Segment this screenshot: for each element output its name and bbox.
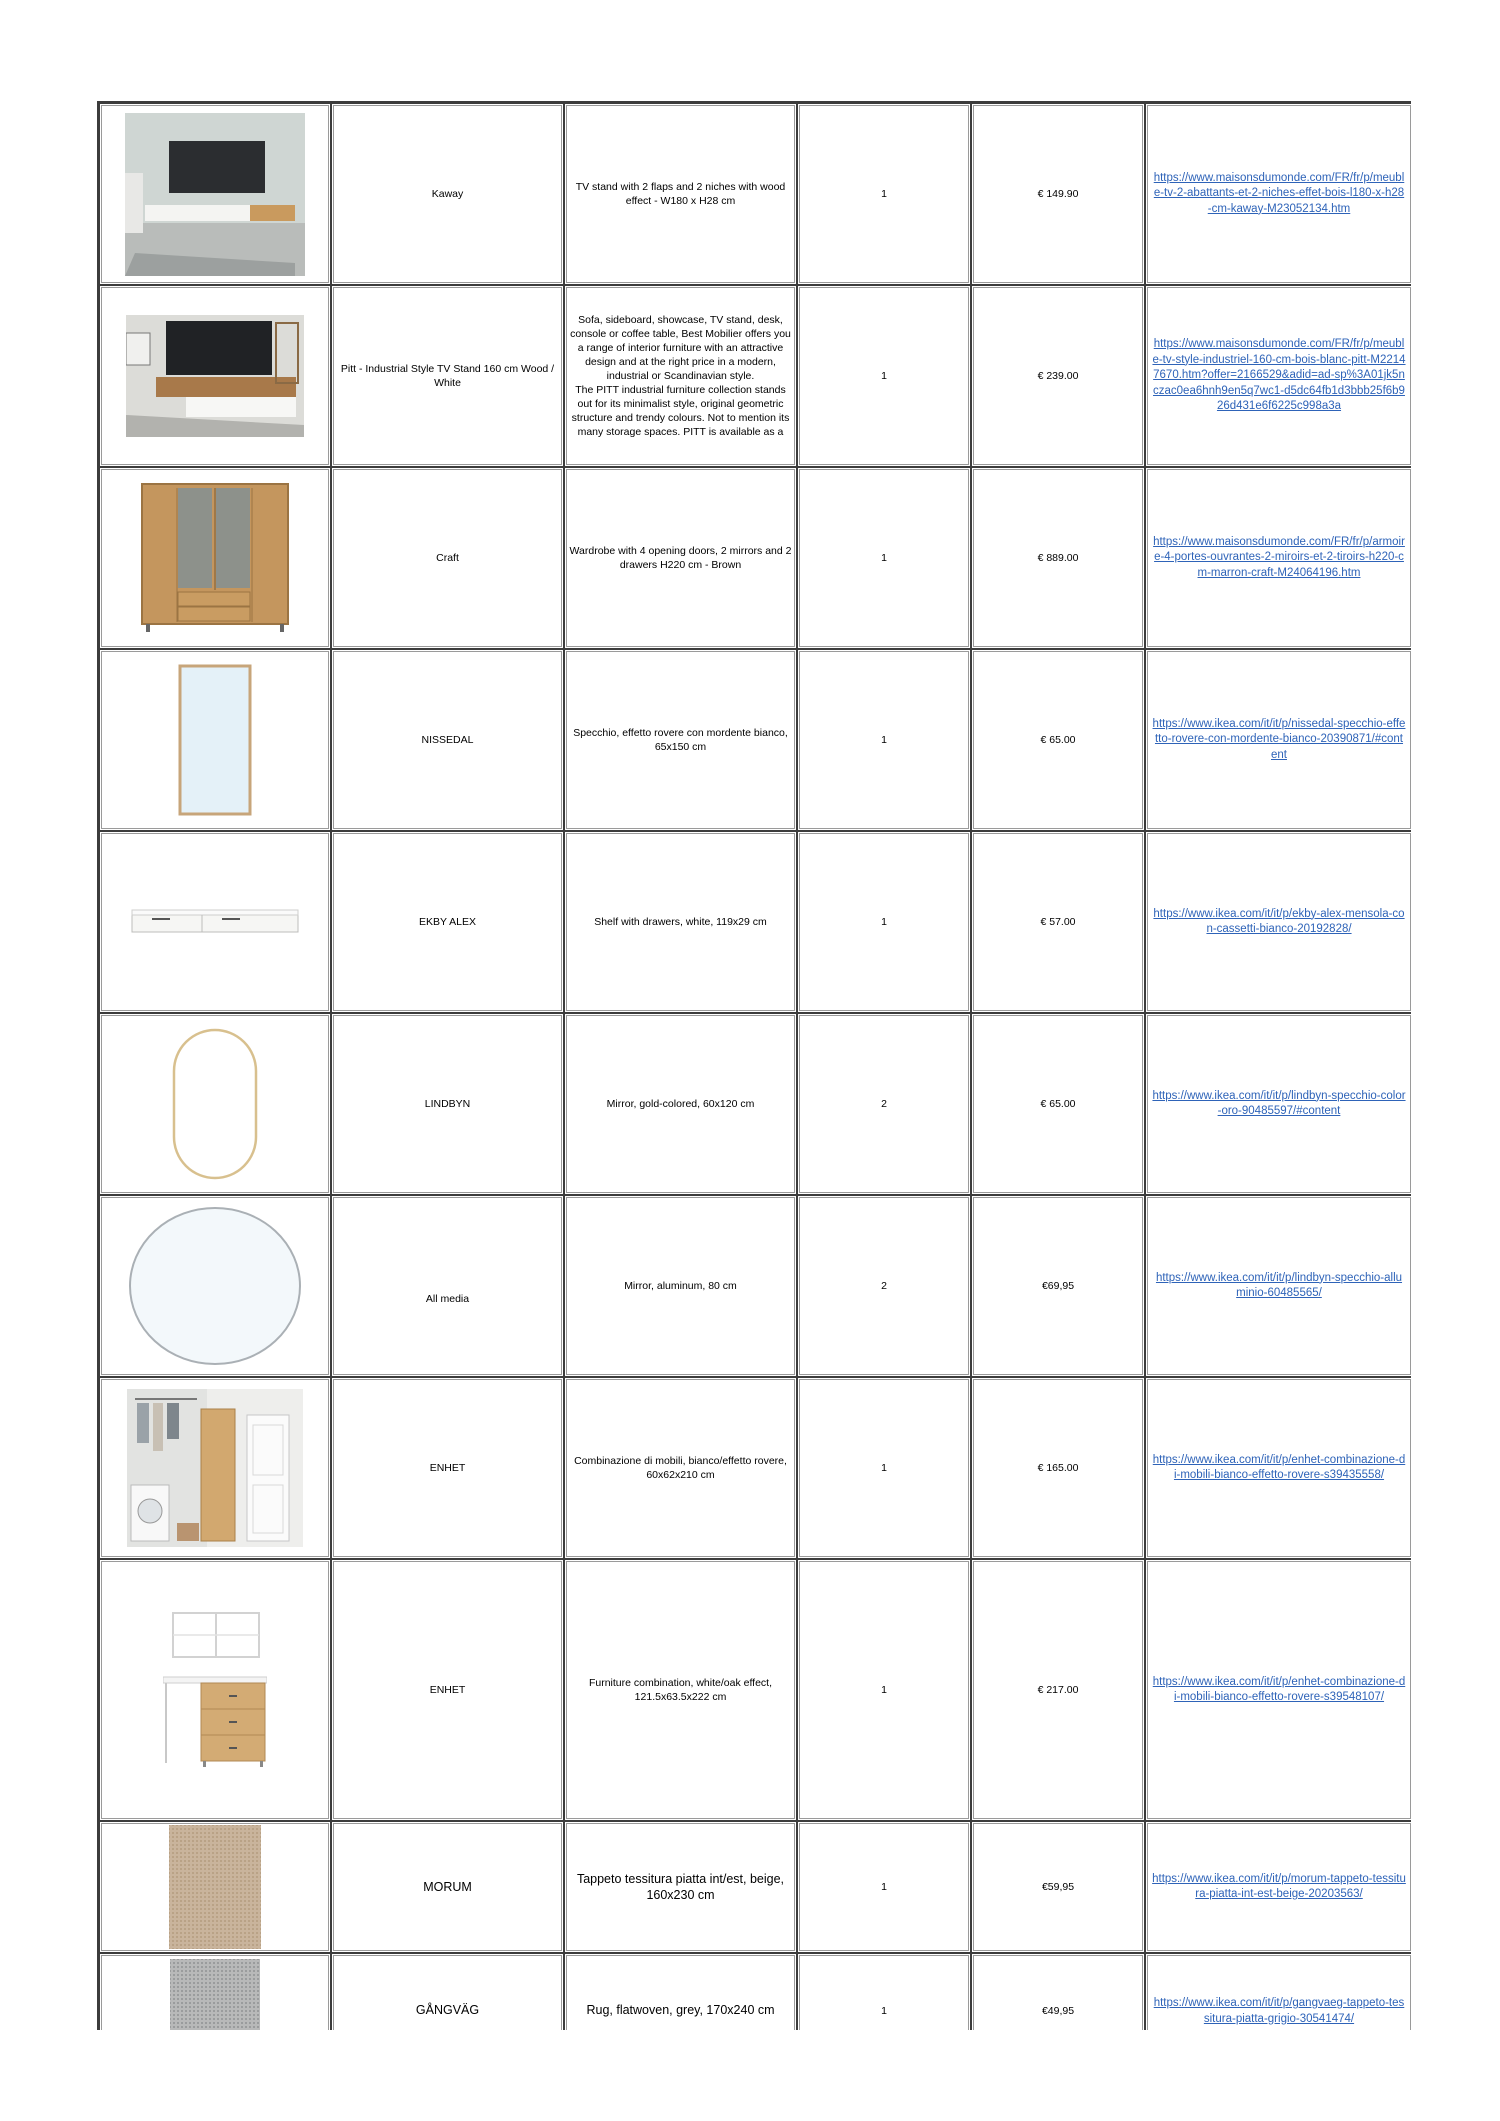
product-link[interactable]: https://www.maisonsdumonde.com/FR/fr/p/meuble-tv-style-industriel-160-cm-bois-blanc-pitt-M22147670.htm?offer=2166529&adid=ad-sp%3A01jk5nczac0ea6hnh9en5q7wc1-d5dc64fb1d3bbb25f6b926d431e6f6225c998a3a [1152,338,1406,413]
product-price: € 65.00 [971,649,1145,831]
product-description: Rug, flatwoven, grey, 170x240 cm [564,1953,797,2030]
beige-rug-photo-icon [168,1824,262,1950]
product-price: € 239.00 [971,285,1145,467]
table-row [99,285,1411,467]
product-link[interactable]: https://www.ikea.com/it/it/p/enhet-combinazione-di-mobili-bianco-effetto-rovere-s39548107/ [1152,1675,1406,1703]
wall-shelf-photo-icon [130,908,300,936]
table-row [99,831,1411,1013]
rectangular-mirror-photo-icon [178,664,252,816]
product-image-cell [99,649,331,831]
product-quantity: 1 [797,1377,971,1559]
product-image-cell [99,1195,331,1377]
oval-mirror-photo-icon [171,1027,259,1181]
product-name: MORUM [331,1821,564,1953]
product-description: Shelf with drawers, white, 119x29 cm [564,831,797,1013]
product-price: € 149.90 [971,103,1145,285]
table-row [99,1377,1411,1559]
wardrobe-photo-icon [140,482,290,634]
product-link[interactable]: https://www.ikea.com/it/it/p/enhet-combinazione-di-mobili-bianco-effetto-rovere-s39435558/ [1152,1453,1406,1481]
table-row [99,1195,1411,1377]
product-name: LINDBYN [331,1013,564,1195]
product-quantity: 1 [797,649,971,831]
product-description: Furniture combination, white/oak effect, 121.5x63.5x222 cm [564,1559,797,1821]
laundry-cabinet-photo-icon [127,1389,303,1547]
product-quantity: 2 [797,1195,971,1377]
product-quantity: 1 [797,1953,971,2030]
product-name: GÅNGVÄG [331,1953,564,2030]
product-link[interactable]: https://www.ikea.com/it/it/p/lindbyn-specchio-color-oro-90485597/#content [1152,1089,1406,1117]
product-image-cell [99,285,331,467]
product-price: €69,95 [971,1195,1145,1377]
product-image-cell [99,1559,331,1821]
table-row [99,1953,1411,2030]
product-description: Wardrobe with 4 opening doors, 2 mirrors and 2 drawers H220 cm - Brown [564,467,797,649]
product-image-cell [99,831,331,1013]
product-price: €59,95 [971,1821,1145,1953]
product-name: Pitt - Industrial Style TV Stand 160 cm Wood / White [331,285,564,467]
product-quantity: 1 [797,1821,971,1953]
product-price: € 57.00 [971,831,1145,1013]
product-quantity: 1 [797,103,971,285]
tv-stand-photo-icon [125,113,305,276]
product-image-cell [99,467,331,649]
product-link[interactable]: https://www.maisonsdumonde.com/FR/fr/p/meuble-tv-2-abattants-et-2-niches-effet-bois-l180-x-h28-cm-kaway-M23052134.htm [1153,171,1405,215]
product-name: EKBY ALEX [331,831,564,1013]
table-row [99,1821,1411,1953]
furniture-combination-photo-icon [163,1611,267,1769]
product-description: Specchio, effetto rovere con mordente bianco, 65x150 cm [564,649,797,831]
product-name: Craft [331,467,564,649]
product-price: € 165.00 [971,1377,1145,1559]
table-row [99,1559,1411,1821]
table-row [99,467,1411,649]
product-image-cell [99,1377,331,1559]
product-image-cell [99,1953,331,2030]
product-price: € 65.00 [971,1013,1145,1195]
product-description: Mirror, gold-colored, 60x120 cm [564,1013,797,1195]
product-quantity: 1 [797,1559,971,1821]
product-link[interactable]: https://www.ikea.com/it/it/p/nissedal-specchio-effetto-rovere-con-mordente-bianco-20390871/#content [1152,717,1406,761]
product-description: Mirror, aluminum, 80 cm [564,1195,797,1377]
table-row [99,103,1411,285]
product-link[interactable]: https://www.ikea.com/it/it/p/lindbyn-specchio-alluminio-60485565/ [1155,1271,1403,1299]
product-image-cell [99,1013,331,1195]
product-description: TV stand with 2 flaps and 2 niches with wood effect - W180 x H28 cm [564,103,797,285]
product-image-cell [99,1821,331,1953]
tv-stand-industrial-photo-icon [126,315,304,437]
product-quantity: 1 [797,285,971,467]
product-name: ENHET [331,1559,564,1821]
product-description: Sofa, sideboard, showcase, TV stand, desk, console or coffee table, Best Mobilier offers you a range of interior furniture with an attractive design and at the right price in a modern, industrial or Scandinavian style. The PITT industrial furniture collection stands out for its minimalist style, original geometric structure and trendy colours. Not to mention its many storage spaces. PITT is available as a [564,285,797,467]
product-table-sheet [97,101,1411,2030]
product-link[interactable]: https://www.ikea.com/it/it/p/ekby-alex-mensola-con-cassetti-bianco-20192828/ [1153,907,1405,935]
table-row [99,649,1411,831]
product-quantity: 1 [797,831,971,1013]
product-link[interactable]: https://www.maisonsdumonde.com/FR/fr/p/armoire-4-portes-ouvrantes-2-miroirs-et-2-tiroirs-h220-cm-marron-craft-M24064196.htm [1153,535,1405,579]
product-name: ENHET [331,1377,564,1559]
product-link[interactable]: https://www.ikea.com/it/it/p/morum-tappeto-tessitura-piatta-int-est-beige-20203563/ [1152,1872,1406,1900]
product-table [97,101,1411,2030]
round-mirror-photo-icon [127,1205,303,1367]
product-link[interactable]: https://www.ikea.com/it/it/p/gangvaeg-tappeto-tessitura-piatta-grigio-30541474/ [1153,1997,1405,2025]
grey-rug-photo-icon [169,1958,261,2030]
product-quantity: 1 [797,467,971,649]
product-name: Kaway [331,103,564,285]
product-price: €49,95 [971,1953,1145,2030]
product-description: Tappeto tessitura piatta int/est, beige, 160x230 cm [564,1821,797,1953]
product-name: All media [331,1195,564,1377]
product-description: Combinazione di mobili, bianco/effetto rovere, 60x62x210 cm [564,1377,797,1559]
product-image-cell [99,103,331,285]
product-quantity: 2 [797,1013,971,1195]
product-name: NISSEDAL [331,649,564,831]
product-price: € 889.00 [971,467,1145,649]
table-row [99,1013,1411,1195]
product-price: € 217.00 [971,1559,1145,1821]
